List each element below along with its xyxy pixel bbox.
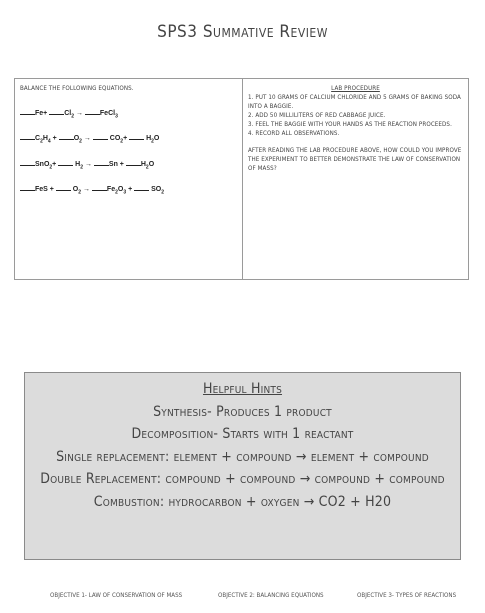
page-title: SPS3 Summative Review [157,22,328,42]
answer-blank[interactable] [56,184,71,191]
answer-blank[interactable] [20,159,35,166]
lab-step: 1. PUT 10 GRAMS OF CALCIUM CHLORIDE AND 5 GRAMS OF BAKING SODA INTO A BAGGIE. [248,93,461,110]
lab-question: AFTER READING THE LAB PROCEDURE ABOVE, HOW COULD YOU IMPROVE THE EXPERIMENT TO BETTER DEMONSTRATE THE LAW OF CONSERVATION OF MASS? [248,146,462,172]
objective-3: OBJECTIVE 3- TYPES OF REACTIONS [357,592,457,599]
answer-blank[interactable] [126,159,141,166]
answer-blank[interactable] [129,133,144,140]
arrow-icon: → [84,160,92,168]
balance-heading: BALANCE THE FOLLOWING EQUATIONS. [20,85,134,92]
arrow-icon: → [75,109,83,117]
hint-line: Combustion: hydrocarbon + oxygen → CO2 + H20 [93,493,392,510]
answer-blank[interactable] [20,184,35,191]
lab-title: LAB PROCEDURE [331,85,380,92]
lab-step: 3. FEEL THE BAGGIE WITH YOUR HANDS AS THE REACTION PROCEEDS. [248,120,452,128]
equation-2: $C_2H_4 + O_2 \to CO_2+ H_2O$ [20,133,237,144]
helpful-hints-box [24,372,461,560]
objective-1: OBJECTIVE 1- LAW OF CONSERVATION OF MASS [50,592,183,599]
answer-blank[interactable] [20,133,35,140]
hint-line: Decomposition- Starts with 1 reactant [131,426,354,442]
hints-title: Helpful Hints [202,381,283,397]
review-table [14,78,469,280]
lab-procedure-cell [243,79,468,279]
answer-blank[interactable] [20,108,35,115]
arrow-icon: → [82,186,90,194]
objective-2: OBJECTIVE 2: BALANCING EQUATIONS [218,592,324,599]
arrow-icon: → [83,135,91,143]
equation-1: $Fe+ Cl_2$ → FeCl$_3$ [20,108,237,119]
hint-line: Single replacement: element + compound → element + compound [56,448,429,465]
answer-blank[interactable] [93,133,108,140]
answer-blank[interactable] [85,108,100,115]
hint-line: Double Replacement: compound + compound → compound + compound [40,471,445,487]
balance-equations-cell [15,79,243,279]
answer-blank[interactable] [134,184,149,191]
equation-4: FeS + $O_2 \to Fe_2O_3 + SO_2$ [20,184,237,195]
answer-blank[interactable] [49,108,64,115]
answer-blank[interactable] [58,159,73,166]
lab-step: 2. ADD 50 MILLILITERS OF RED CABBAGE JUICE. [248,111,386,119]
answer-blank[interactable] [59,133,74,140]
equation-3: $SnO_2+ H_2 \to Sn + H_2O$ [20,159,237,170]
answer-blank[interactable] [94,159,109,166]
lab-step: 4. RECORD ALL OBSERVATIONS. [248,129,340,137]
answer-blank[interactable] [92,184,107,191]
hint-line: Synthesis- Produces 1 product [153,403,332,420]
